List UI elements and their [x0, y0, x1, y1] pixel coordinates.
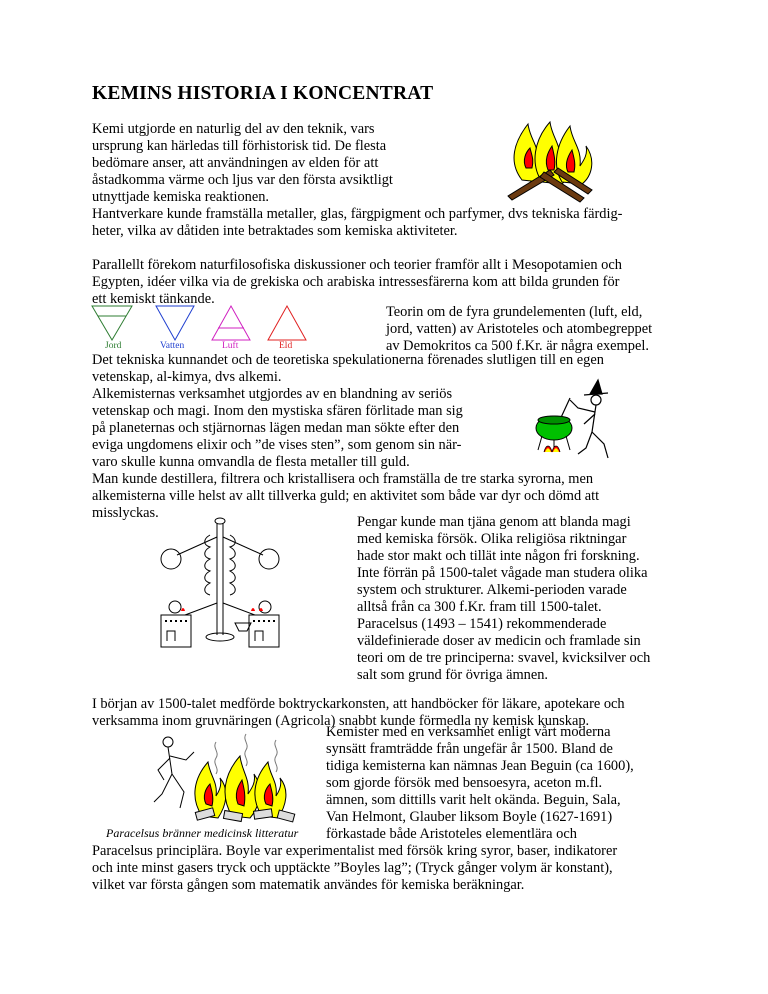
- text-line: Alkemisternas verksamhet utgjordes av en blandning av seriös: [92, 386, 453, 402]
- text-line: verksamma inom gruvnäringen (Agricola) snabbt kunde förmedla ny kemisk kunskap.: [92, 713, 590, 729]
- text-line: hade stor makt och tillät inte någon fri forskning.: [357, 548, 640, 564]
- text-line: Kemister med en verksamhet enligt vårt moderna: [326, 724, 611, 740]
- text-line: Paracelsus principlära. Boyle var experimentalist med försök kring syror, baser, indikatorer: [92, 843, 618, 859]
- text-line: Hantverkare kunde framställa metaller, glas, färgpigment och parfymer, dvs tekniska färdig-: [92, 206, 623, 222]
- text-line: system och strukturer. Alkemi-perioden varade: [357, 582, 627, 598]
- text-line: ett kemiskt tänkande.: [92, 291, 215, 307]
- text-line: ursprung kan härledas till förhistorisk tid. De flesta: [92, 138, 387, 154]
- earth-symbol-icon: [92, 306, 132, 340]
- text-line: vetenskap, al-kimya, dvs alkemi.: [92, 369, 282, 385]
- text-line: Teorin om de fyra grundelementen (luft, eld,: [386, 304, 643, 320]
- text-line: Paracelsus (1493 – 1541) rekommenderade: [357, 616, 607, 632]
- text-line: förkastade både Aristoteles elementlära och: [326, 826, 577, 842]
- paracelsus-burning-illustration: [150, 730, 320, 825]
- element-label-jord: Jord: [105, 341, 122, 351]
- text-line: Parallellt förekom naturfilosofiska diskussioner och teorier framför allt i Mesopotamien och: [92, 257, 622, 273]
- text-line: vetenskap och magi. Inom den mystiska sfären förlitade man sig: [92, 403, 463, 419]
- text-line: väldefinierade doser av medicin och framlade sin: [357, 633, 641, 649]
- campfire-illustration: [500, 120, 600, 200]
- text-line: och inte minst gasers tryck och upptäckte ”Boyles lag”; (Tryck gånger volym är konstant),: [92, 860, 613, 876]
- text-line: ämnen, som dittills varit helt okända. Beguin, Sala,: [326, 792, 621, 808]
- water-symbol-icon: [156, 306, 194, 340]
- text-line: Egypten, idéer vilka via de grekiska och arabiska intressesfärerna kom att bilda grunden för: [92, 274, 620, 290]
- text-line: bedömare anser, att användningen av elden för att: [92, 155, 379, 171]
- element-label-vatten: Vatten: [160, 341, 185, 351]
- text-line: teori om de tre principerna: svavel, kvicksilver och: [357, 650, 651, 666]
- distillation-apparatus-illustration: [155, 515, 295, 650]
- text-line: Van Helmont, Glauber liksom Boyle (1627-1691): [326, 809, 613, 825]
- text-line: eviga ungdomens elixir och ”de vises sten”, som genom sin när-: [92, 437, 462, 453]
- text-line: av Demokritos ca 500 f.Kr. är några exempel.: [386, 338, 649, 354]
- air-symbol-icon: [212, 306, 250, 340]
- page-title: KEMINS HISTORIA I KONCENTRAT: [92, 83, 434, 104]
- text-line: salt som grund för övriga ämnen.: [357, 667, 549, 683]
- text-line: Inte förrän på 1500-talet vågade man studera olika: [357, 565, 648, 581]
- text-line: varo skulle kunna omvandla de flesta metaller till guld.: [92, 454, 410, 470]
- text-line: misslyckas.: [92, 505, 159, 521]
- text-line: alkemisterna ville helst av allt tillverka guld; en aktivitet som både var dyr och dömd att: [92, 488, 600, 504]
- text-line: Pengar kunde man tjäna genom att blanda magi: [357, 514, 631, 530]
- text-line: synsätt framträdde från ungefär år 1500. Bland de: [326, 741, 613, 757]
- text-line: vilket var första gången som matematik användes för kemiska beräkningar.: [92, 877, 525, 893]
- text-line: heter, vilka av dåtiden inte betraktades som kemiska aktiviteter.: [92, 223, 458, 239]
- text-line: Man kunde destillera, filtrera och kristallisera och framställa de tre starka syrorna, men: [92, 471, 594, 487]
- text-line: som gjorde försök med bensoesyra, aceton m.fl.: [326, 775, 603, 791]
- element-label-luft: Luft: [222, 341, 239, 351]
- text-line: med kemiska försök. Olika religiösa riktningar: [357, 531, 627, 547]
- text-line: Det tekniska kunnandet och de teoretiska spekulationerna förenades slutligen till en egen: [92, 352, 604, 368]
- element-label-eld: Eld: [279, 341, 293, 351]
- text-line: tidiga kemisterna kan nämnas Jean Beguin (ca 1600),: [326, 758, 634, 774]
- illustration-caption: Paracelsus bränner medicinsk litteratur: [106, 826, 299, 840]
- text-line: åstadkomma värme och ljus var den första avsiktligt: [92, 172, 393, 188]
- text-line: alltså från ca 300 f.Kr. fram till 1500-talet.: [357, 599, 602, 615]
- witch-cauldron-illustration: [530, 380, 630, 470]
- text-line: jord, vatten) av Aristoteles och atombegreppet: [386, 321, 653, 337]
- text-line: Kemi utgjorde en naturlig del av den teknik, vars: [92, 121, 375, 137]
- text-line: utnyttjade kemiska reaktionen.: [92, 189, 270, 205]
- text-line: på planeternas och stjärnornas lägen medan man sökte efter den: [92, 420, 460, 436]
- text-line: I början av 1500-talet medförde boktryckarkonsten, att handböcker för läkare, apotekare och: [92, 696, 625, 712]
- fire-symbol-icon: [268, 306, 306, 340]
- elements-diagram: [88, 302, 328, 342]
